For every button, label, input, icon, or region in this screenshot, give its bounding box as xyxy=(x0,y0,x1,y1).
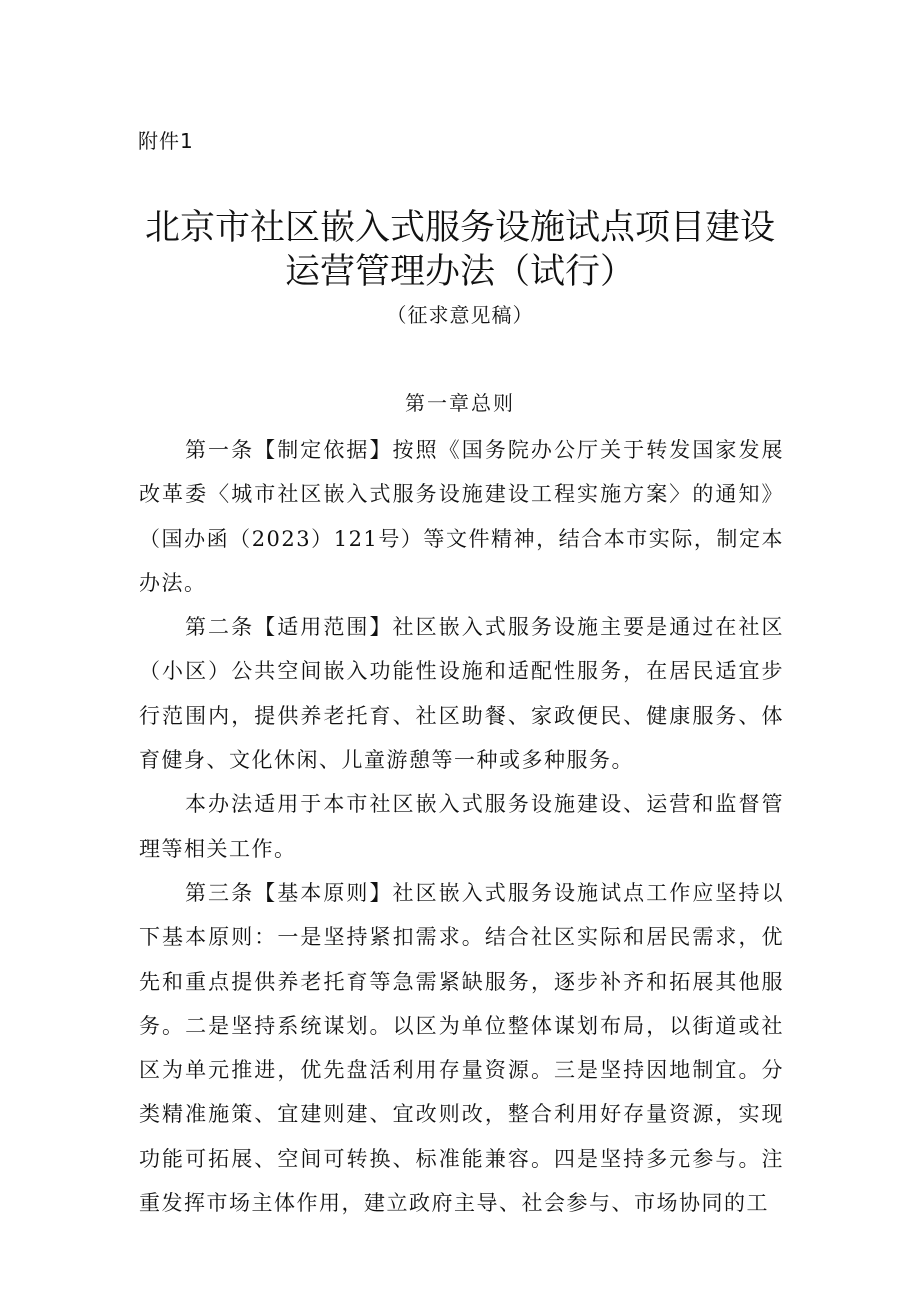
chapter-heading: 第一章总则 xyxy=(405,391,515,415)
document-title-line-1: 北京市社区嵌入式服务设施试点项目建设 xyxy=(144,208,775,248)
article-2-paragraph: 第二条【适用范围】社区嵌入式服务设施主要是通过在社区（小区）公共空间嵌入功能性设施和适配性服务，在居民适宜步行范围内，提供养老托育、社区助餐、家政便民、健康服务、体育健身、文化休闲、儿童游憩等一种或多种服务。 xyxy=(139,615,784,773)
article-3-paragraph: 第三条【基本原则】社区嵌入式服务设施试点工作应坚持以下基本原则：一是坚持紧扣需求。结合社区实际和居民需求，优先和重点提供养老托育等急需紧缺服务，逐步补齐和拓展其他服务。二是坚持系统谋划。以区为单位整体谋划布局，以街道或社区为单元推进，优先盘活利用存量资源。三是坚持因地制宜。分类精准施策、宜建则建、宜改则改，整合利用好存量资源，实现功能可拓展、空间可转换、标准能兼容。四是坚持多元参与。注重发挥市场主体作用，建立政府主导、社会参与、市场协同的工 xyxy=(139,880,784,1216)
article-1-paragraph: 第一条【制定依据】按照《国务院办公厅关于转发国家发展改革委〈城市社区嵌入式服务设施建设工程实施方案〉的通知》（国办函（2023）121号）等文件精神，结合本市实际，制定本办法。 xyxy=(139,438,784,595)
attachment-label: 附件1 xyxy=(138,129,194,153)
document-title-line-2: 运营管理办法（试行） xyxy=(284,252,635,292)
draft-status-subtitle: （征求意见稿） xyxy=(386,303,534,327)
scope-paragraph: 本办法适用于本市社区嵌入式服务设施建设、运营和监督管理等相关工作。 xyxy=(139,792,784,861)
document-body xyxy=(139,428,784,1225)
